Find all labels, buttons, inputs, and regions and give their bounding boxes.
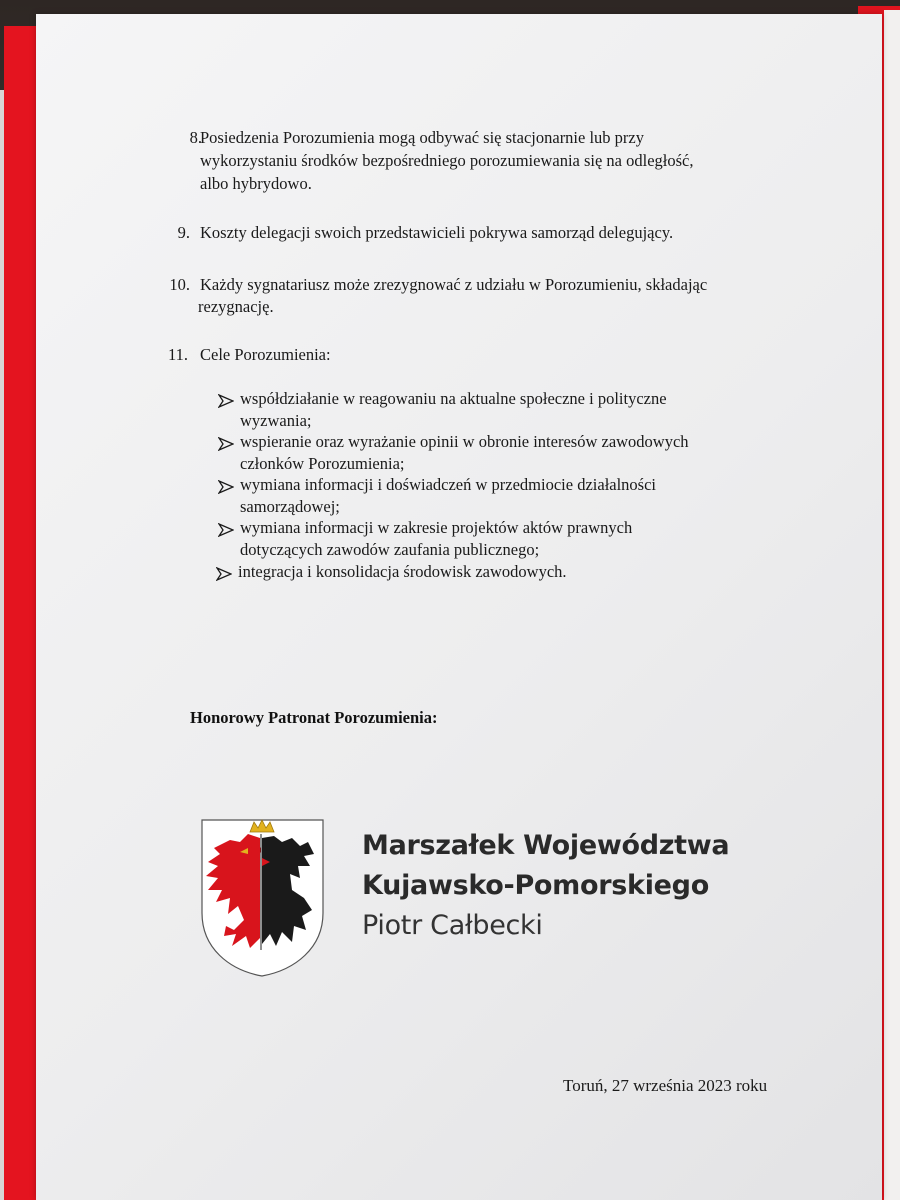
kujawsko-pomorskie-coat-of-arms-icon (200, 818, 325, 978)
folder-red-edge-left (4, 26, 40, 1200)
goal-line: współdziałanie w reagowaniu na aktualne społeczne i polityczne (240, 389, 667, 408)
item-number: 8. (189, 128, 202, 147)
goal-line: wymiana informacji w zakresie projektów aktów prawnych (240, 518, 633, 537)
arrowhead-bullet-icon (218, 523, 234, 537)
item-line: Koszty delegacji swoich przedstawicieli pokrywa samorząd delegujący. (200, 223, 674, 242)
folder-inner-sheet (884, 10, 900, 1200)
item-number: 11. (167, 345, 188, 364)
arrowhead-bullet-icon (218, 394, 234, 408)
patron-title-line2: Kujawsko-Pomorskiego (362, 870, 709, 901)
arrowhead-bullet-icon (218, 480, 234, 494)
item-number: 9. (177, 223, 190, 242)
goal-line: integracja i konsolidacja środowisk zawodowych. (238, 562, 567, 581)
item-line: Każdy sygnatariusz może zrezygnować z udziału w Porozumieniu, składając (200, 275, 708, 294)
item-line: rezygnację. (198, 297, 274, 316)
arrowhead-bullet-icon (216, 567, 232, 581)
goal-line: wspieranie oraz wyrażanie opinii w obronie interesów zawodowych (240, 432, 689, 451)
patronage-heading: Honorowy Patronat Porozumienia: (190, 708, 438, 727)
place-and-date: Toruń, 27 września 2023 roku (563, 1076, 768, 1095)
arrowhead-bullet-icon (218, 437, 234, 451)
patron-name: Piotr Całbecki (362, 910, 543, 941)
patron-title-line1: Marszałek Województwa (362, 830, 730, 861)
goal-line: samorządowej; (240, 497, 340, 516)
item-line: Posiedzenia Porozumienia mogą odbywać się stacjonarnie lub przy (200, 128, 644, 147)
item-line: albo hybrydowo. (200, 174, 312, 193)
item-line: Cele Porozumienia: (200, 345, 331, 364)
item-number: 10. (169, 275, 190, 294)
goal-line: dotyczących zawodów zaufania publicznego; (240, 540, 540, 559)
goal-line: członków Porozumienia; (240, 454, 405, 473)
goal-line: wyzwania; (240, 411, 312, 430)
item-line: wykorzystaniu środków bezpośredniego porozumiewania się na odległość, (200, 151, 694, 170)
goal-line: wymiana informacji i doświadczeń w przedmiocie działalności (240, 475, 657, 494)
